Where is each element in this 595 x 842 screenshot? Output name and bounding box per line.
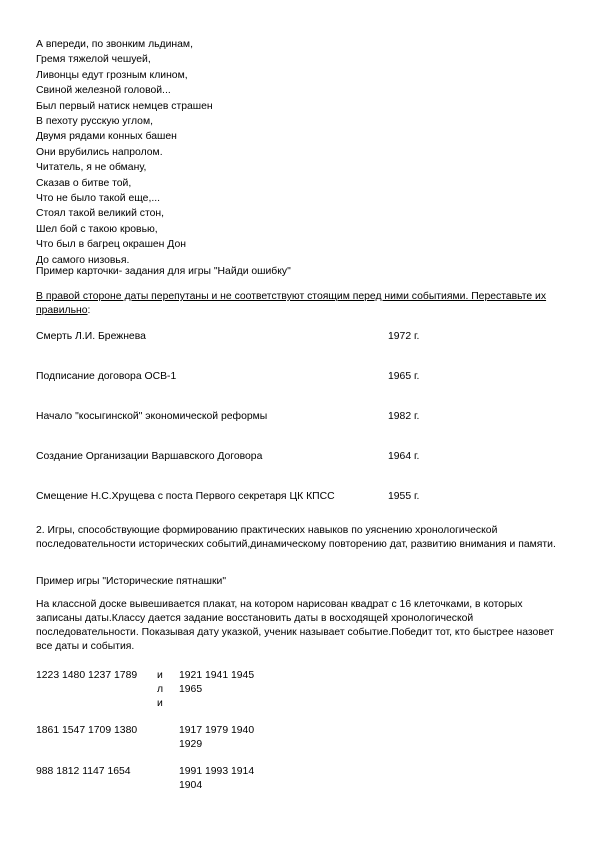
poem-line: Они врубились напролом.	[36, 146, 163, 158]
poem-line: Гремя тяжелой чешуей,	[36, 54, 151, 66]
numbers-right: 1921 1941 1945 1965	[179, 670, 255, 695]
date-row-event: Начало "косыгинской" экономической реформы	[36, 411, 268, 422]
task-colon: :	[87, 305, 91, 316]
poem-line: В пехоту русскую углом,	[36, 116, 153, 128]
poem	[36, 37, 336, 268]
card-title: Пример карточки- задания для игры "Найди ошибку"	[36, 266, 291, 277]
date-row	[36, 449, 562, 479]
date-row	[36, 329, 562, 359]
date-row-year: 1955 г.	[388, 491, 420, 502]
numbers-mid: и л и	[157, 670, 164, 709]
poem-line: Шел бой с такою кровью,	[36, 223, 158, 235]
date-row	[36, 409, 562, 439]
numbers-right: 1991 1993 1914 1904	[179, 766, 255, 791]
section-2-text: 2. Игры, способствующие формированию практических навыков по уяснению хронологической последовательности исторических событий,динамическому повторению дат, развитию внимания и памяти.	[36, 525, 556, 550]
game-title: Пример игры "Исторические пятнашки"	[36, 576, 227, 587]
poem-line: А впереди, по звонким льдинам,	[36, 39, 193, 50]
game-description: На классной доске вывешивается плакат, на котором нарисован квадрат с 16 клеточками, в которых записаны даты.Классу дается задание восстановить даты в восходящей хронологической последовательности. Показывая дату указкой, ученик называет событие.Победит тот, кто быстрее назовет все даты и события.	[36, 599, 554, 652]
date-row-year: 1982 г.	[388, 411, 420, 422]
poem-line: Был первый натиск немцев страшен	[36, 100, 213, 112]
date-row-event: Смещение Н.С.Хрущева с поста Первого секретаря ЦК КПСС	[36, 491, 335, 502]
poem-line: Свиной железной головой...	[36, 85, 171, 97]
numbers-right: 1917 1979 1940 1929	[179, 725, 255, 750]
numbers-left: 1861 1547 1709 1380	[36, 725, 138, 736]
date-row-event: Подписание договора ОСВ-1	[36, 371, 177, 382]
task-underlined-text: В правой стороне даты перепутаны и не соответствуют стоящим перед ними событиями. Переставьте их правильно	[36, 291, 547, 316]
numbers-left: 988 1812 1147 1654	[36, 766, 131, 777]
date-row-event: Создание Организации Варшавского Договора	[36, 451, 263, 462]
poem-line: Что не было такой еще,...	[36, 193, 160, 205]
date-row-year: 1965 г.	[388, 371, 420, 382]
date-row	[36, 489, 562, 519]
poem-line: Что был в багрец окрашен Дон	[36, 239, 186, 251]
date-row-year: 1972 г.	[388, 331, 420, 342]
poem-line: Ливонцы едут грозным клином,	[36, 69, 188, 81]
poem-line: Читатель, я не обману,	[36, 162, 147, 174]
numbers-left: 1223 1480 1237 1789	[36, 670, 138, 681]
poem-line: Стоял такой великий стон,	[36, 208, 165, 220]
poem-line: До самого низовья.	[36, 254, 130, 266]
date-row	[36, 369, 562, 399]
date-row-year: 1964 г.	[388, 451, 420, 462]
task-instruction	[36, 290, 562, 318]
date-row-event: Смерть Л.И. Брежнева	[36, 331, 146, 342]
poem-line: Сказав о битве той,	[36, 177, 132, 189]
poem-line: Двумя рядами конных башен	[36, 131, 177, 143]
